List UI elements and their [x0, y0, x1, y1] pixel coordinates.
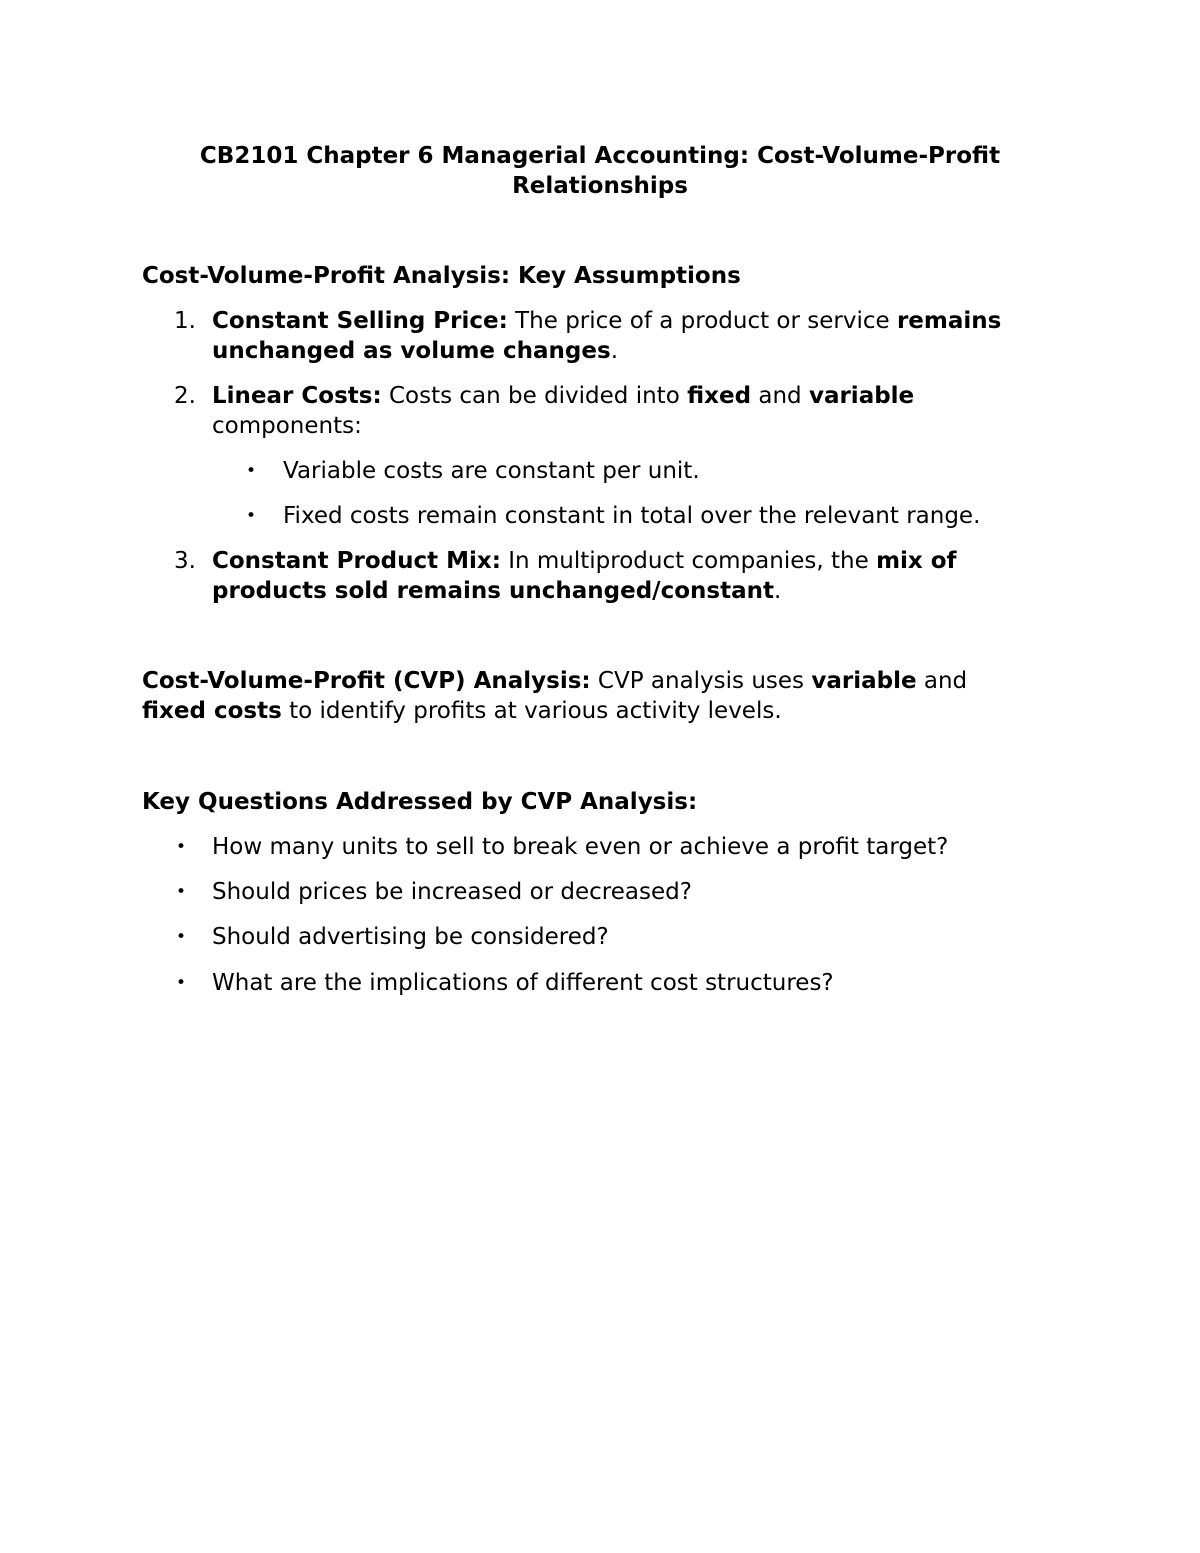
list-number: 1. [174, 308, 196, 334]
text-run: Costs can be divided into [381, 383, 688, 409]
bullet-icon: • [176, 837, 187, 857]
bold-run: fixed [687, 383, 752, 409]
document-title [140, 141, 1060, 201]
question-text: What are the implications of different cost structures? [212, 970, 834, 996]
cvp-paragraph [142, 666, 1042, 726]
bold-run: remains [896, 308, 1002, 334]
assumption-item-3 [174, 546, 1054, 606]
text-run: . [773, 578, 782, 604]
assumptions-heading: Cost-Volume-Profit Analysis: Key Assumptions [142, 263, 741, 289]
assumption-label: Constant Product Mix: [212, 548, 501, 574]
sub-list-item-text: Fixed costs remain constant in total over the relevant range. [283, 503, 981, 529]
text-run: and [916, 668, 968, 694]
questions-heading: Key Questions Addressed by CVP Analysis: [142, 789, 698, 815]
assumption-label: Constant Selling Price: [212, 308, 508, 334]
text-run: In multiproduct companies, the [500, 548, 877, 574]
sub-list-item-text: Variable costs are constant per unit. [283, 458, 700, 484]
bullet-icon: • [246, 461, 257, 481]
list-number: 2. [174, 383, 196, 409]
assumption-item-text [212, 381, 1054, 441]
bullet-icon: • [176, 927, 187, 947]
bold-run: variable [811, 668, 917, 694]
cvp-label: Cost-Volume-Profit (CVP) Analysis: [142, 668, 591, 694]
bold-run: products sold remains unchanged/constant [212, 578, 774, 604]
bold-run: fixed costs [142, 698, 282, 724]
assumption-item-2 [174, 381, 1054, 441]
bullet-icon: • [176, 973, 187, 993]
text-run: components: [212, 413, 362, 439]
question-text: Should advertising be considered? [212, 924, 609, 950]
question-text: Should prices be increased or decreased? [212, 879, 692, 905]
text-run: and [751, 383, 809, 409]
text-run: The price of a product or service [507, 308, 897, 334]
title-line-2: Relationships [512, 173, 688, 199]
text-run: . [610, 338, 618, 364]
text-run: to identify profits at various activity levels. [281, 698, 782, 724]
bold-run: mix of [876, 548, 957, 574]
assumption-label: Linear Costs: [212, 383, 382, 409]
bullet-icon: • [246, 506, 257, 526]
question-text: How many units to sell to break even or achieve a profit target? [212, 834, 949, 860]
assumption-item-1 [174, 306, 1054, 366]
bullet-icon: • [176, 882, 187, 902]
text-run: CVP analysis uses [590, 668, 812, 694]
assumption-item-text [212, 306, 1054, 366]
assumption-item-text [212, 546, 1054, 606]
list-number: 3. [174, 548, 196, 574]
title-line-1: CB2101 Chapter 6 Managerial Accounting: Cost-Volume-Profit [199, 143, 1001, 169]
bold-run: unchanged as volume changes [212, 338, 611, 364]
bold-run: variable [808, 383, 915, 409]
